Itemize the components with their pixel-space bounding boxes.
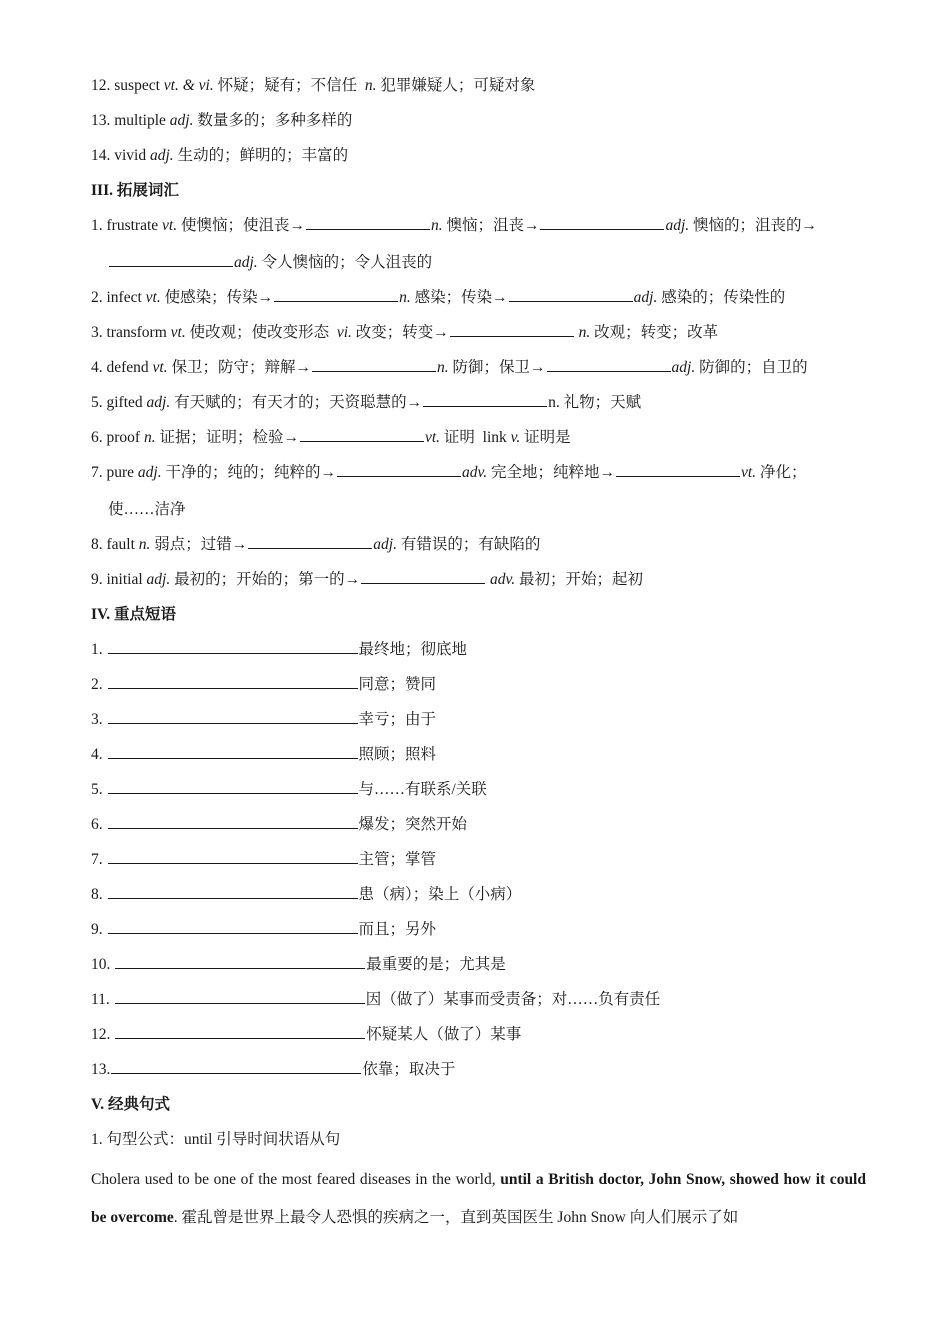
answer-blank[interactable] [108, 638, 358, 654]
answer-blank[interactable] [115, 1023, 365, 1039]
answer-blank[interactable] [109, 251, 233, 267]
answer-blank[interactable] [115, 953, 365, 969]
answer-blank[interactable] [337, 461, 461, 477]
extended-item-1-cont: adj. 令人懊恼的；令人沮丧的 [91, 249, 866, 284]
phrase-item: 4. 照顾；照料 [91, 741, 866, 776]
extended-item-3: 3. transform vt. 使改观；使改变形态 vi. 改变；转变→ n. 改观；转变；改革 [91, 319, 866, 354]
phrase-item: 8. 患（病）；染上（小病） [91, 881, 866, 916]
extended-item-2: 2. infect vt. 使感染；传染→ n. 感染；传染→ adj. 感染的；传染性的 [91, 284, 866, 319]
answer-blank[interactable] [108, 883, 358, 899]
vocab-item-12: 12. suspect vt. & vi. 怀疑；疑有；不信任 n. 犯罪嫌疑人；可疑对象 [91, 77, 536, 94]
answer-blank[interactable] [616, 461, 740, 477]
answer-blank[interactable] [108, 848, 358, 864]
extended-item-9: 9. initial adj. 最初的；开始的；第一的→ adv. 最初；开始；起初 [91, 566, 866, 601]
answer-blank[interactable] [274, 286, 398, 302]
section-3-heading: III. 拓展词汇 [91, 182, 179, 199]
answer-blank[interactable] [108, 708, 358, 724]
section-4-heading: IV. 重点短语 [91, 606, 176, 623]
extended-item-5: 5. gifted adj. 有天赋的；有天才的；天资聪慧的→ n. 礼物；天赋 [91, 389, 866, 424]
extended-item-1: 1. frustrate vt. 使懊恼；使沮丧→ n. 懊恼；沮丧→ adj. 懊恼的；沮丧的→ [91, 212, 866, 249]
phrase-item: 10. 最重要的是；尤其是 [91, 951, 866, 986]
sentence-pattern-1: 1. 句型公式：until 引导时间状语从句 [91, 1131, 341, 1148]
phrase-item: 7. 主管；掌管 [91, 846, 866, 881]
answer-blank[interactable] [108, 778, 358, 794]
answer-blank[interactable] [361, 568, 485, 584]
phrase-item: 9. 而且；另外 [91, 916, 866, 951]
phrase-item: 6. 爆发；突然开始 [91, 811, 866, 846]
answer-blank[interactable] [115, 988, 365, 1004]
section-5-heading: V. 经典句式 [91, 1096, 170, 1113]
phrase-item: 11. 因（做了）某事而受责备；对……负有责任 [91, 986, 866, 1021]
answer-blank[interactable] [509, 286, 633, 302]
vocab-item-14: 14. vivid adj. 生动的；鲜明的；丰富的 [91, 147, 349, 164]
answer-blank[interactable] [300, 426, 424, 442]
answer-blank[interactable] [450, 321, 574, 337]
phrase-item: 13. 依靠；取决于 [91, 1056, 866, 1091]
vocab-item-13: 13. multiple adj. 数量多的；多种多样的 [91, 112, 353, 129]
phrase-item: 3. 幸亏；由于 [91, 706, 866, 741]
extended-item-4: 4. defend vt. 保卫；防守；辩解→ n. 防御；保卫→ adj. 防御的；自卫的 [91, 354, 866, 389]
phrase-item: 2. 同意；赞同 [91, 671, 866, 706]
phrase-item: 12. 怀疑某人（做了）某事 [91, 1021, 866, 1056]
answer-blank[interactable] [540, 214, 664, 230]
extended-item-8: 8. fault n. 弱点；过错→ adj. 有错误的；有缺陷的 [91, 531, 866, 566]
extended-item-7: 7. pure adj. 干净的；纯的；纯粹的→ adv. 完全地；纯粹地→ vt. 净化； [91, 459, 866, 496]
answer-blank[interactable] [108, 743, 358, 759]
answer-blank[interactable] [248, 533, 372, 549]
answer-blank[interactable] [306, 214, 430, 230]
answer-blank[interactable] [111, 1058, 361, 1074]
answer-blank[interactable] [108, 673, 358, 689]
answer-blank[interactable] [312, 356, 436, 372]
answer-blank[interactable] [108, 918, 358, 934]
phrase-item: 5. 与……有联系/关联 [91, 776, 866, 811]
answer-blank[interactable] [423, 391, 547, 407]
answer-blank[interactable] [108, 813, 358, 829]
phrase-item: 1. 最终地；彻底地 [91, 636, 866, 671]
answer-blank[interactable] [547, 356, 671, 372]
extended-item-7-cont: 使……洁净 [108, 501, 186, 518]
document-page [91, 72, 866, 1237]
extended-item-6: 6. proof n. 证据；证明；检验→ vt. 证明 link v. 证明是 [91, 424, 866, 459]
example-sentence: Cholera used to be one of the most feared diseases in the world, until a British doctor, John Snow, showed how it could be overcome. 霍乱曾是世界上最令人恐惧的疾病之一，直到英国医生 John Snow 向人们展示了如 [91, 1171, 866, 1226]
